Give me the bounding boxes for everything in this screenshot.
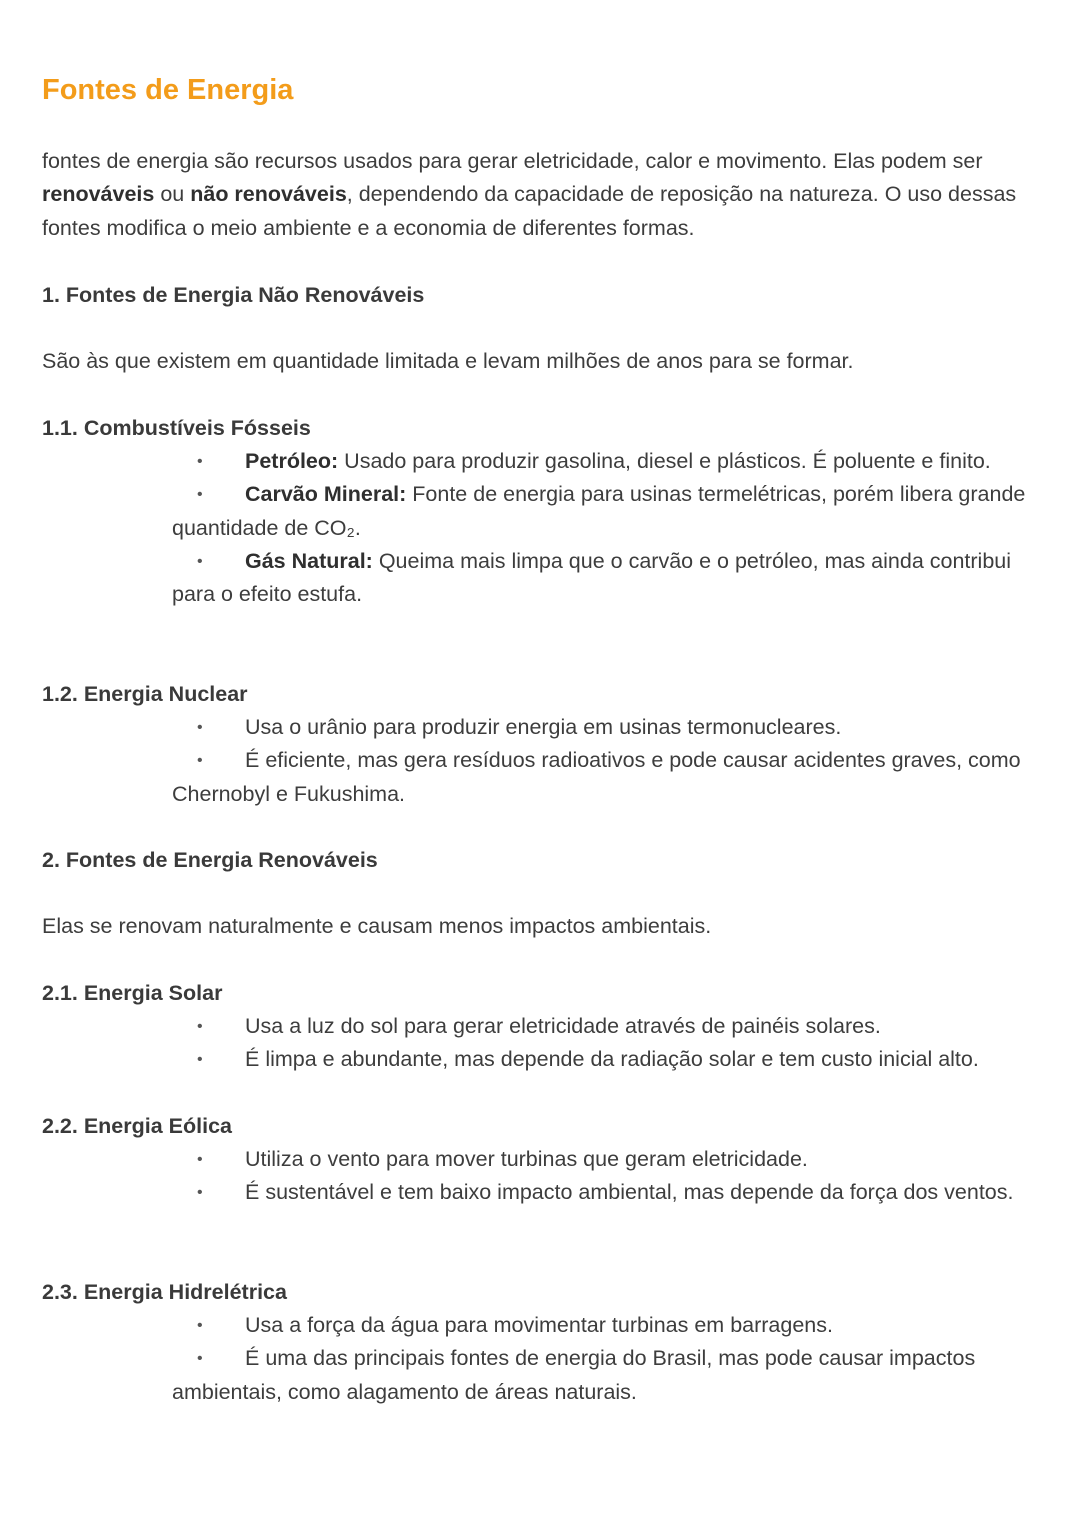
intro-bold-renewable: renováveis [42, 182, 155, 207]
bullet-icon: • [197, 1317, 203, 1334]
item-label: Carvão Mineral: [245, 482, 407, 507]
intro-bold-nonrenewable: não renováveis [190, 182, 347, 207]
list-item [172, 1010, 1042, 1043]
subsection-heading: 2.1. Energia Solar [42, 981, 223, 1005]
list-item [172, 711, 1042, 744]
item-text: Fonte de energia para usinas termelétricas, porém libera grande quantidade de CO₂. [172, 482, 1026, 540]
item-label: Petróleo: [245, 449, 339, 473]
item-text: Usa o urânio para produzir energia em usinas termonucleares. [245, 715, 842, 739]
subsection-heading: 1.2. Energia Nuclear [42, 682, 248, 706]
section-heading: 2. Fontes de Energia Renováveis [42, 848, 378, 872]
intro-text: fontes de energia são recursos usados para gerar eletricidade, calor e movimento. Elas podem ser [42, 149, 983, 173]
bullet-icon: • [197, 719, 203, 736]
bullet-icon: • [197, 1018, 203, 1035]
section-heading: 1. Fontes de Energia Não Renováveis [42, 283, 425, 307]
list-item [172, 1176, 1042, 1209]
list-item [172, 1043, 1042, 1076]
bullet-icon: • [197, 552, 203, 570]
item-text: Usa a força da água para movimentar turbinas em barragens. [245, 1313, 833, 1337]
page-title: Fontes de Energia [42, 74, 294, 106]
item-label: Gás Natural: [245, 548, 373, 573]
subsection-heading: 1.1. Combustíveis Fósseis [42, 416, 311, 440]
item-text: Usado para produzir gasolina, diesel e plásticos. É poluente e finito. [338, 449, 991, 473]
bullet-icon: • [197, 486, 203, 504]
bullet-list [172, 445, 1042, 611]
list-item [172, 478, 1042, 545]
list-item [172, 744, 1042, 811]
bullet-list [172, 711, 1042, 811]
item-text: É eficiente, mas gera resíduos radioativos e pode causar acidentes graves, como Chernobyl e Fukushima. [172, 748, 1021, 806]
item-text: É limpa e abundante, mas depende da radiação solar e tem custo inicial alto. [245, 1047, 979, 1072]
item-text: Usa a luz do sol para gerar eletricidade através de painéis solares. [245, 1014, 881, 1038]
list-item [172, 1143, 1042, 1176]
bullet-list [172, 1010, 1042, 1077]
item-text: É uma das principais fontes de energia do Brasil, mas pode causar impactos ambientais, como alagamento de áreas naturais. [172, 1346, 976, 1404]
intro-text: , dependendo da capacidade de reposição na natureza. O uso dessas fontes modifica o meio ambiente e a economia de diferentes formas. [42, 182, 1017, 240]
item-text: É sustentável e tem baixo impacto ambiental, mas depende da força dos ventos. [245, 1180, 1014, 1205]
item-text: Queima mais limpa que o carvão e o petróleo, mas ainda contribui para o efeito estufa. [172, 548, 1012, 607]
bullet-icon: • [197, 453, 203, 470]
intro-paragraph [42, 145, 1042, 245]
subsection-heading: 2.2. Energia Eólica [42, 1114, 233, 1138]
intro-text: ou [154, 182, 191, 207]
list-item [172, 445, 1042, 478]
list-item [172, 1342, 1042, 1409]
bullet-icon: • [197, 752, 203, 770]
subsection-heading: 2.3. Energia Hidrelétrica [42, 1280, 287, 1304]
bullet-icon: • [197, 1051, 203, 1069]
bullet-icon: • [197, 1184, 203, 1202]
item-text: Utiliza o vento para mover turbinas que geram eletricidade. [245, 1147, 808, 1171]
bullet-list [172, 1309, 1042, 1409]
list-item [172, 545, 1042, 612]
bullet-icon: • [197, 1151, 203, 1168]
section-description: Elas se renovam naturalmente e causam menos impactos ambientais. [42, 914, 712, 938]
section-description: São às que existem em quantidade limitada e levam milhões de anos para se formar. [42, 349, 854, 373]
bullet-list [172, 1143, 1042, 1210]
list-item [172, 1309, 1042, 1342]
bullet-icon: • [197, 1350, 203, 1368]
